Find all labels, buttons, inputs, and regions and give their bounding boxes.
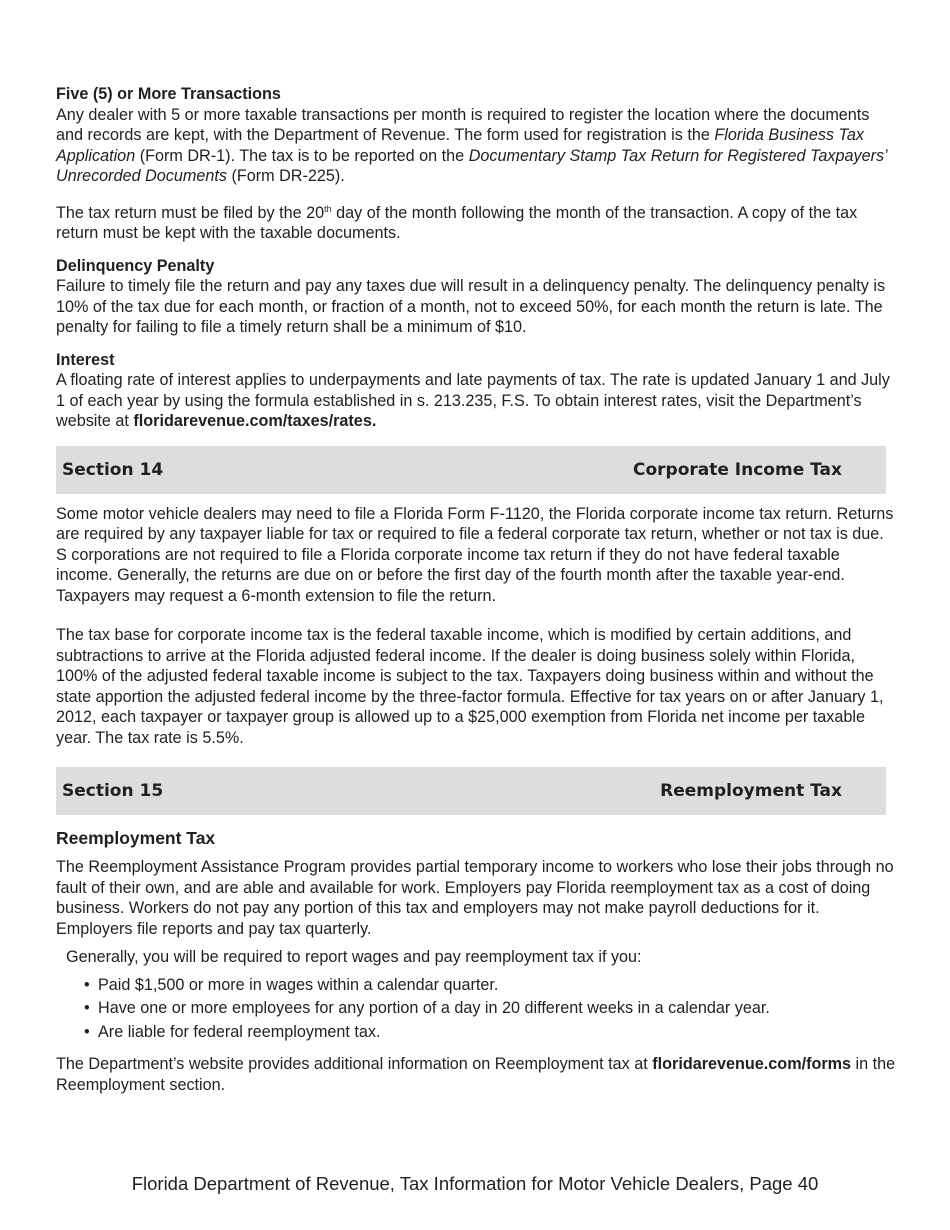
bullet-icon: • [84, 975, 90, 994]
interest-paragraph: A floating rate of interest applies to underpayments and late payments of tax. The rate is updated January 1 and July 1 of each year by using the formula established in s. 213.235, F.S. To obtain interest rates, visit the Department’s website at floridarevenue.com/taxes/rates. [56, 371, 890, 430]
reemployment-criteria-list [56, 974, 896, 1045]
reemployment-heading: Reemployment Tax [56, 828, 216, 848]
delinquency-heading: Delinquency Penalty [56, 256, 215, 275]
section-15-label: Section 15 [62, 781, 164, 801]
section-15-banner [56, 767, 886, 815]
form-dr225-name: Documentary Stamp Tax Return for Registered Taxpayers’ Unrecorded Documents [56, 146, 887, 185]
section-14-title: Corporate Income Tax [632, 459, 842, 480]
delinquency-paragraph: Failure to timely file the return and pay any taxes due will result in a delinquency penalty. The delinquency penalty is 10% of the tax due for each month, or fraction of a month, not to exceed 50%, for each month the return is late. The penalty for failing to file a timely return shall be a minimum of $10. [56, 277, 886, 336]
corporate-tax-paragraph-2: The tax base for corporate income tax is the federal taxable income, which is modified by certain additions, and subtractions to arrive at the Florida adjusted federal income. If the dealer is doing business solely within Florida, 100% of the adjusted federal taxable income is subject to the tax. Taxpayers doing business within and without the state apportion the adjusted federal income by the three-factor formula. Effective for tax years on or after January 1, 2012, each taxpayer or taxpayer group is allowed up to a $25,000 exemption from Florida net income per taxable year. The tax rate is 5.5%. [56, 626, 884, 747]
list-item: • Paid $1,500 or more in wages within a calendar quarter. [84, 974, 896, 998]
section-14-banner [56, 446, 886, 494]
interest-heading: Interest [56, 350, 115, 369]
interest-rates-link[interactable]: floridarevenue.com/taxes/rates. [133, 412, 377, 430]
reemployment-paragraph-1: The Reemployment Assistance Program provides partial temporary income to workers who lose their jobs through no fault of their own, and are able and available for work. Employers pay Florida reemployment tax as a cost of doing business. Workers do not pay any portion of this tax and employers may not make payroll deductions for it. Employers file reports and pay tax quarterly. [56, 858, 894, 938]
section-15-title: Reemployment Tax [660, 781, 842, 801]
reemployment-paragraph-3: The Department’s website provides additional information on Reemployment tax at floridarevenue.com/forms in the Reemployment section. [56, 1055, 896, 1094]
five-transactions-paragraph: Any dealer with 5 or more taxable transactions per month is required to register the location where the documents and records are kept, with the Department of Revenue. The form used for registration is the Florida Business Tax Application (Form DR-1). The tax is to be reported on the Documentary Stamp Tax Return for Registered Taxpayers’ Unrecorded Documents (Form DR-225). [56, 105, 887, 185]
corporate-tax-paragraph-1: Some motor vehicle dealers may need to file a Florida Form F-1120, the Florida corporate income tax return. Returns are required by any taxpayer liable for tax or required to file a federal corporate tax return, whether or not tax is due. S corporations are not required to file a Florida corporate income tax return if they do not have federal taxable income. Generally, the returns are due on or before the first day of the fourth month after the taxable year-end. Taxpayers may request a 6-month extension to file the return. [56, 504, 894, 605]
five-transactions-heading: Five (5) or More Transactions [56, 85, 281, 103]
list-item: • Have one or more employees for any portion of a day in 20 different weeks in a calendar year. [84, 997, 896, 1021]
bullet-icon: • [84, 1022, 90, 1041]
page-footer: Florida Department of Revenue, Tax Information for Motor Vehicle Dealers, Page 40 [131, 1173, 819, 1194]
form-dr1-name: Florida Business Tax Application [56, 126, 864, 165]
bullet-icon: • [84, 999, 90, 1017]
filing-deadline-paragraph: The tax return must be filed by the 20th day of the month following the month of the transaction. A copy of the tax return must be kept with the taxable documents. [56, 203, 858, 242]
list-item: • Are liable for federal reemployment tax. [84, 1021, 896, 1045]
reemployment-paragraph-2: Generally, you will be required to report wages and pay reemployment tax if you: [66, 948, 642, 966]
section-14-label: Section 14 [62, 459, 164, 480]
forms-link[interactable]: floridarevenue.com/forms [652, 1055, 852, 1073]
page-content [56, 84, 896, 1095]
